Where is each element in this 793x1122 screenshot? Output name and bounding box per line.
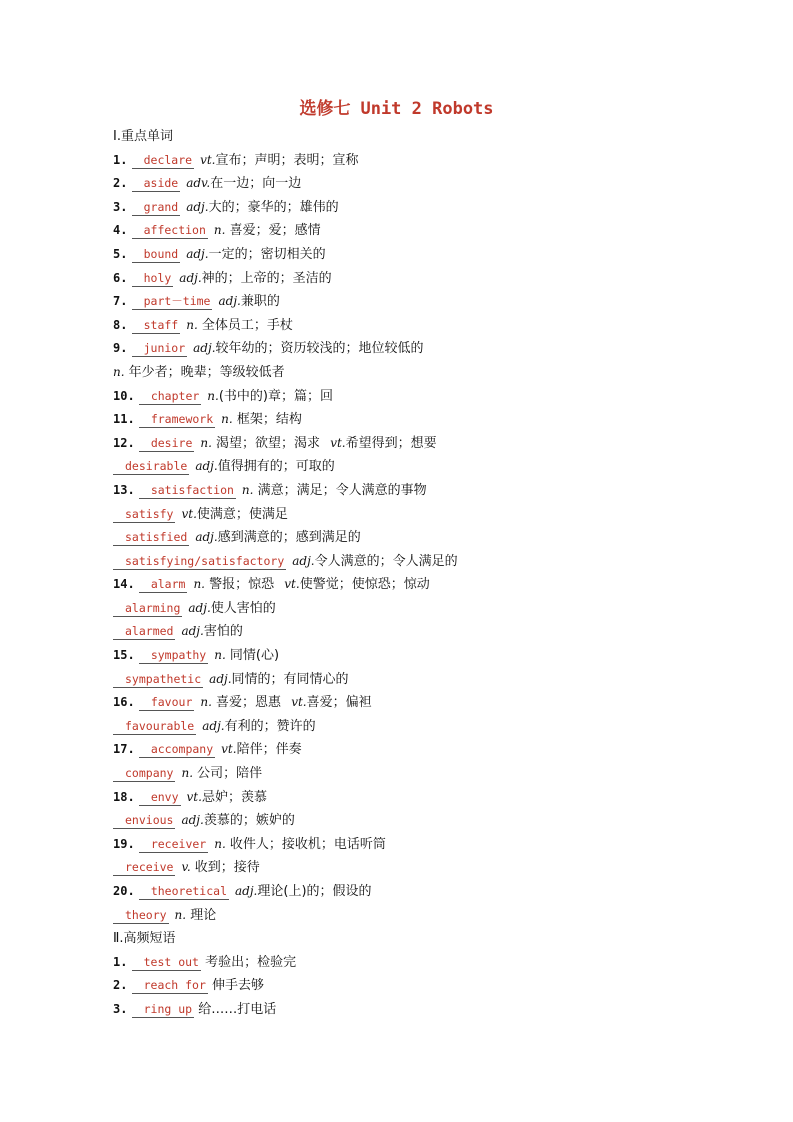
word-line — [113, 408, 773, 432]
definition: 公司；陪伴 — [193, 766, 263, 782]
part-of-speech: adj. — [235, 884, 258, 898]
part-of-speech: adj. — [195, 530, 218, 545]
answer-blank: chapter — [139, 389, 201, 405]
word-line — [113, 668, 773, 692]
word-line — [113, 880, 773, 904]
answer-blank: part－time — [132, 294, 213, 310]
definition: 神的；上帝的；圣洁的 — [201, 270, 332, 286]
item-number: 2. — [113, 978, 128, 993]
answer-blank: alarmed — [113, 624, 175, 640]
part-of-speech: n. — [213, 223, 226, 238]
part-of-speech: n. — [193, 577, 205, 592]
answer-blank: aside — [132, 176, 181, 192]
definition: 全体员工；手杖 — [197, 317, 293, 333]
definition: 喜爱；偏袒 — [306, 695, 372, 711]
word-line — [113, 526, 773, 550]
part-of-speech: adj. — [202, 718, 225, 733]
phrase-line — [113, 951, 773, 975]
definition: 同情(心) — [225, 648, 280, 664]
answer-blank: accompany — [139, 742, 215, 758]
word-line — [113, 385, 773, 409]
word-line — [113, 503, 773, 527]
item-number: 18. — [113, 789, 135, 804]
definition: 同情的；有同情心的 — [231, 671, 349, 687]
word-items — [113, 149, 773, 928]
vocabulary-list — [113, 125, 773, 1022]
item-number: 2. — [113, 176, 128, 191]
definition: 喜爱；恩惠 — [211, 695, 286, 711]
definition: 大的；豪华的；雄伟的 — [208, 199, 339, 215]
definition: 宣布；声明；表明；宣称 — [215, 152, 359, 168]
section-heading-phrases: Ⅱ.高频短语 — [113, 931, 176, 947]
answer-blank: satisfied — [113, 530, 189, 546]
item-number: 3. — [113, 199, 128, 214]
answer-blank: declare — [132, 153, 194, 169]
definition: 较年幼的；资历较浅的；地位较低的 — [215, 341, 424, 357]
part-of-speech: adj. — [179, 270, 202, 285]
answer-blank: favour — [139, 695, 195, 711]
definition: 害怕的 — [203, 624, 243, 640]
word-line — [113, 432, 773, 456]
part-of-speech: adj. — [188, 600, 211, 615]
word-line — [113, 267, 773, 291]
item-number: 12. — [113, 435, 135, 450]
phrase-items — [113, 951, 773, 1022]
definition: 令人满意的；令人满足的 — [314, 553, 458, 569]
definition: 考验出；检验完 — [200, 954, 297, 970]
answer-blank: framework — [139, 412, 215, 428]
answer-blank: sympathetic — [113, 672, 203, 688]
definition: 渴望；欲望；渴求 — [211, 435, 325, 451]
word-line — [113, 620, 773, 644]
word-line — [113, 738, 773, 762]
word-line — [113, 809, 773, 833]
item-number: 14. — [113, 577, 135, 592]
title-chinese: 选修七 — [299, 99, 351, 119]
answer-blank: affection — [132, 223, 208, 239]
definition: 感到满意的；感到满足的 — [217, 530, 361, 546]
answer-blank: desire — [139, 436, 195, 452]
word-line — [113, 361, 773, 385]
definition: 在一边；向一边 — [210, 176, 302, 192]
definition: 陪伴；伴奏 — [236, 742, 302, 758]
definition: 值得拥有的；可取的 — [217, 459, 335, 475]
definition: 使人害怕的 — [210, 600, 276, 616]
item-number: 11. — [113, 412, 135, 427]
definition: 希望得到；想要 — [345, 435, 437, 451]
word-line — [113, 455, 773, 479]
phrase-line — [113, 974, 773, 998]
part-of-speech: adj. — [181, 624, 204, 639]
definition: 有利的；赞许的 — [224, 718, 316, 734]
answer-blank: bound — [132, 247, 181, 263]
definition: 警报；惊恐 — [205, 577, 279, 593]
answer-blank: favourable — [113, 719, 196, 735]
answer-blank: envy — [139, 790, 181, 806]
definition: 使满意；使满足 — [196, 506, 288, 522]
part-of-speech: n. — [181, 766, 194, 781]
phrase-line — [113, 998, 773, 1022]
answer-blank: theory — [113, 908, 169, 924]
part-of-speech: vt. — [284, 577, 300, 592]
word-line — [113, 833, 773, 857]
part-of-speech: n. — [214, 836, 226, 851]
answer-blank: junior — [132, 341, 188, 357]
definition: 理论(上)的；假设的 — [257, 884, 372, 899]
word-line — [113, 243, 773, 267]
definition: 兼职的 — [240, 294, 280, 310]
definition: 年少者；晚辈；等级较低者 — [124, 364, 285, 380]
part-of-speech: vt. — [291, 695, 307, 710]
title-english: Unit 2 Robots — [360, 99, 494, 119]
item-number: 3. — [113, 1001, 128, 1016]
answer-blank: alarming — [113, 601, 182, 617]
item-number: 6. — [113, 270, 128, 285]
item-number: 1. — [113, 954, 128, 969]
definition: 理论 — [186, 907, 217, 923]
word-line — [113, 219, 773, 243]
section-heading-words: Ⅰ.重点单词 — [113, 129, 173, 144]
item-number: 4. — [113, 223, 128, 238]
word-line — [113, 904, 773, 928]
word-line — [113, 550, 773, 574]
answer-blank: test out — [132, 955, 201, 971]
definition: 羡慕的；嫉妒的 — [203, 813, 295, 829]
item-number: 1. — [113, 152, 128, 167]
word-line — [113, 856, 773, 880]
definition: 伸手去够 — [207, 978, 265, 994]
word-line — [113, 149, 773, 173]
page-title — [0, 97, 793, 121]
part-of-speech: n. — [174, 907, 187, 922]
item-number: 13. — [113, 482, 135, 497]
part-of-speech: adj. — [292, 553, 315, 568]
part-of-speech: adj. — [193, 341, 216, 356]
answer-blank: company — [113, 766, 175, 782]
part-of-speech: vt. — [200, 152, 216, 167]
part-of-speech: vt. — [221, 742, 237, 757]
definition: 一定的；密切相关的 — [208, 246, 326, 262]
item-number: 20. — [113, 884, 135, 898]
item-number: 9. — [113, 341, 128, 356]
word-line — [113, 337, 773, 361]
part-of-speech: adj. — [186, 246, 209, 261]
part-of-speech: adv. — [186, 176, 211, 191]
part-of-speech: n. — [241, 482, 254, 497]
answer-blank: staff — [132, 318, 181, 334]
answer-blank: receiver — [139, 837, 208, 853]
definition: 使警觉；使惊恐；惊动 — [299, 577, 430, 593]
part-of-speech: adj. — [181, 813, 204, 828]
definition: 满意；满足；令人满意的事物 — [253, 482, 427, 498]
part-of-speech: n. — [200, 695, 212, 710]
definition: 给……打电话 — [194, 1001, 277, 1017]
part-of-speech: adj. — [218, 294, 241, 309]
definition: 喜爱；爱；感情 — [225, 223, 321, 239]
item-number: 15. — [113, 648, 135, 663]
answer-blank: alarm — [139, 577, 188, 593]
item-number: 8. — [113, 317, 128, 332]
word-line — [113, 290, 773, 314]
part-of-speech: n. — [200, 435, 212, 450]
word-line — [113, 196, 773, 220]
word-line — [113, 786, 773, 810]
word-line — [113, 172, 773, 196]
part-of-speech: n. — [186, 317, 198, 332]
part-of-speech: n. — [221, 412, 233, 427]
item-number: 7. — [113, 294, 128, 309]
item-number: 10. — [113, 388, 135, 403]
part-of-speech: v. — [181, 860, 191, 875]
answer-blank: reach for — [132, 978, 208, 994]
part-of-speech: n. — [113, 364, 125, 379]
word-line — [113, 762, 773, 786]
answer-blank: satisfying/satisfactory — [113, 554, 286, 570]
part-of-speech: adj. — [186, 199, 209, 214]
word-line — [113, 644, 773, 668]
definition: 收件人；接收机；电话听筒 — [225, 836, 386, 852]
answer-blank: sympathy — [139, 648, 208, 664]
part-of-speech: vt. — [181, 506, 197, 521]
part-of-speech: vt. — [330, 435, 346, 450]
item-number: 16. — [113, 695, 135, 710]
item-number: 5. — [113, 246, 128, 261]
answer-blank: grand — [132, 200, 181, 216]
word-line — [113, 314, 773, 338]
word-line — [113, 597, 773, 621]
answer-blank: desirable — [113, 459, 189, 475]
answer-blank: ring up — [132, 1002, 194, 1018]
answer-blank: holy — [132, 271, 174, 287]
item-number: 19. — [113, 836, 135, 851]
part-of-speech: adj. — [209, 671, 232, 686]
item-number: 17. — [113, 742, 135, 757]
part-of-speech: vt. — [186, 789, 202, 804]
word-line — [113, 715, 773, 739]
part-of-speech: n. — [214, 648, 226, 663]
definition: (书中的)章；篇；回 — [218, 388, 333, 404]
definition: 忌妒；羡慕 — [201, 789, 267, 805]
part-of-speech: n. — [207, 388, 219, 403]
word-line — [113, 479, 773, 503]
word-line — [113, 573, 773, 597]
answer-blank: envious — [113, 813, 175, 829]
answer-blank: satisfy — [113, 507, 175, 523]
definition: 收到；接待 — [190, 860, 260, 876]
answer-blank: receive — [113, 860, 175, 876]
definition: 框架；结构 — [232, 412, 302, 428]
word-line — [113, 691, 773, 715]
part-of-speech: adj. — [195, 459, 218, 474]
answer-blank: theoretical — [139, 884, 229, 900]
answer-blank: satisfaction — [139, 483, 236, 499]
